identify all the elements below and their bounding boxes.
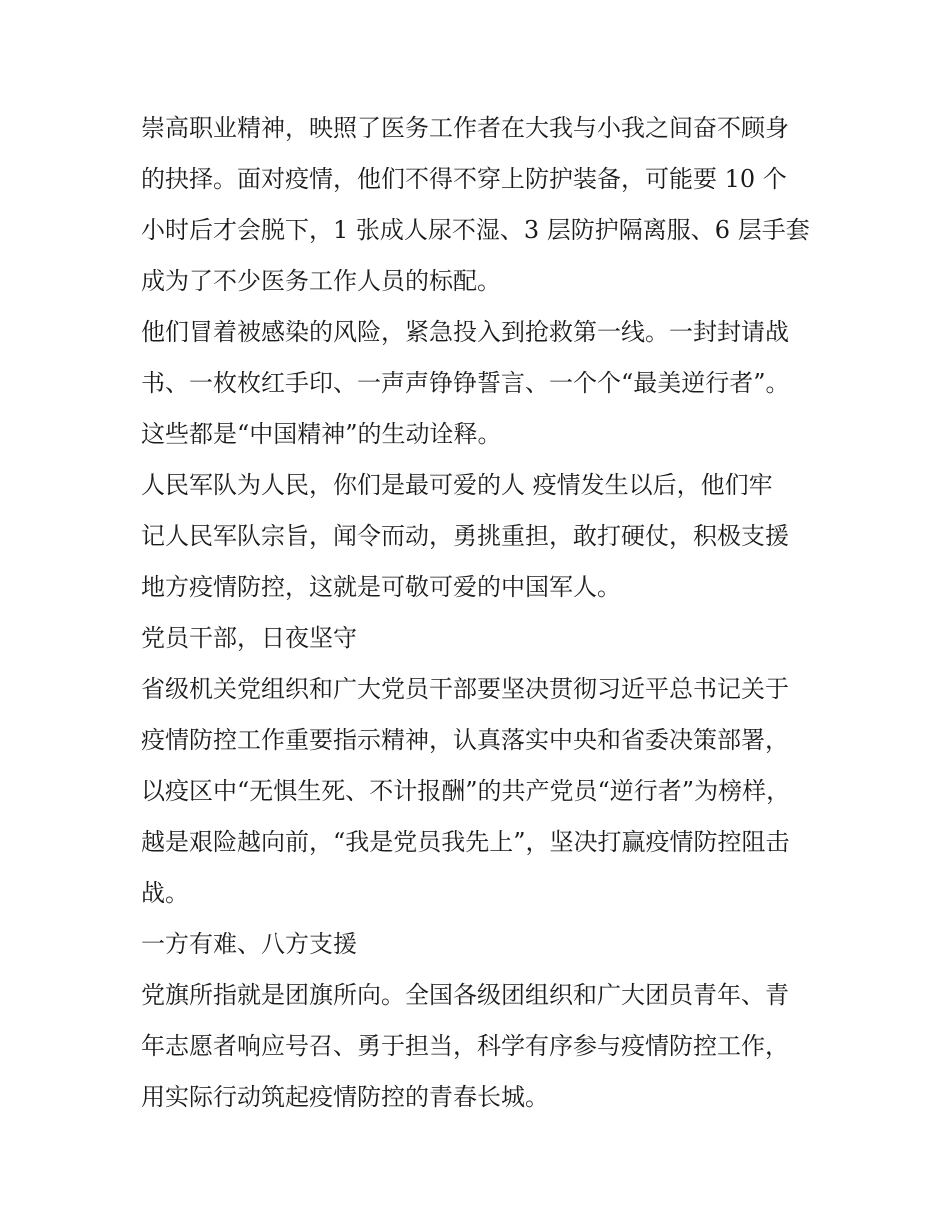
text-line: 年志愿者响应号召、勇于担当，科学有序参与疫情防控工作， xyxy=(141,1032,789,1060)
text-line: 党旗所指就是团旗所向。全国各级团组织和广大团员青年、青 xyxy=(141,981,789,1009)
text-line: 战。 xyxy=(141,879,189,907)
text-line: 记人民军队宗旨，闻令而动，勇挑重担，敢打硬仗，积极支援 xyxy=(141,522,789,550)
document-body xyxy=(141,103,821,1123)
text-line: 书、一枚枚红手印、一声声铮铮誓言、一个个“最美逆行者”。 xyxy=(141,369,790,397)
text-line: 的抉择。面对疫情，他们不得不穿上防护装备，可能要 10 个 xyxy=(141,165,787,193)
text-line: 地方疫情防控，这就是可敬可爱的中国军人。 xyxy=(141,573,621,601)
text-line: 省级机关党组织和广大党员干部要坚决贯彻习近平总书记关于 xyxy=(141,675,789,703)
section-heading: 党员干部，日夜坚守 xyxy=(141,624,357,652)
text-line: 崇高职业精神，映照了医务工作者在大我与小我之间奋不顾身 xyxy=(141,114,789,142)
text-line: 他们冒着被感染的风险，紧急投入到抢救第一线。一封封请战 xyxy=(141,318,789,346)
text-line: 小时后才会脱下，1 张成人尿不湿、3 层防护隔离服、6 层手套 xyxy=(141,216,810,244)
section-heading: 一方有难、八方支援 xyxy=(141,930,357,958)
text-line: 这些都是“中国精神”的生动诠释。 xyxy=(141,420,502,448)
text-line: 以疫区中“无惧生死、不计报酬”的共产党员“逆行者”为榜样， xyxy=(141,777,791,805)
text-line: 成为了不少医务工作人员的标配。 xyxy=(141,267,501,295)
text-line: 人民军队为人民，你们是最可爱的人 疫情发生以后，他们牢 xyxy=(141,471,773,499)
text-line: 越是艰险越向前，“我是党员我先上”，坚决打赢疫情防控阻击 xyxy=(141,828,790,856)
text-line: 用实际行动筑起疫情防控的青春长城。 xyxy=(141,1083,549,1111)
text-line: 疫情防控工作重要指示精神，认真落实中央和省委决策部署， xyxy=(141,726,789,754)
